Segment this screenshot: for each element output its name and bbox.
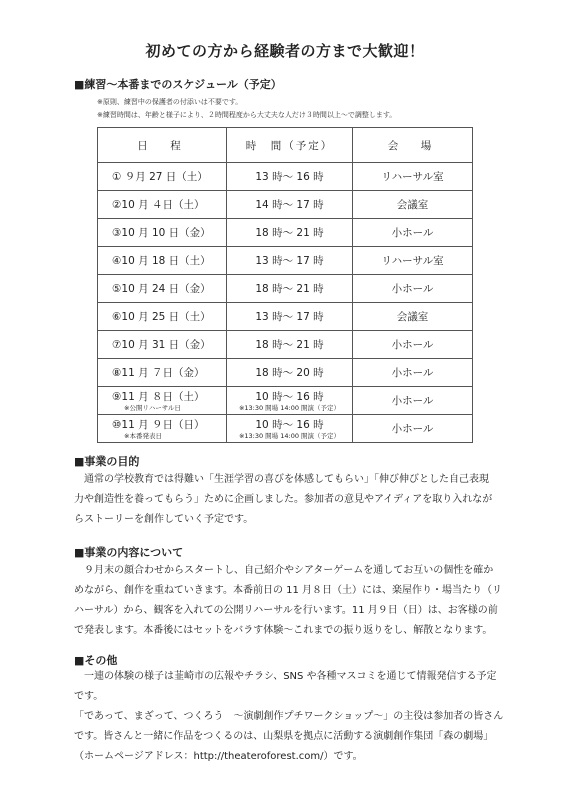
row-date-note: ※本番発表日 — [124, 432, 162, 440]
table-row — [98, 247, 473, 275]
row-venue: 小ホール — [353, 359, 473, 387]
row-date: ① ９月 27 日（土） — [98, 163, 227, 191]
row-date: ⑦10 月 31 日（金） — [98, 331, 227, 359]
row-time-note: ※13:30 開場 14:00 開演（予定） — [238, 432, 341, 440]
table-row — [98, 359, 473, 387]
table-row — [98, 219, 473, 247]
table-row — [98, 415, 473, 443]
table-row — [98, 387, 473, 415]
other-line: です。皆さんと一緒に作品をつくるのは、山梨県を拠点に活動する演劇創作集団「森の劇場」 — [74, 731, 494, 742]
row-date: ②10 月 ４日（土） — [98, 191, 227, 219]
row-time: 13 時〜 16 時 — [227, 163, 353, 191]
row-time: 13 時〜 17 時 — [227, 247, 353, 275]
row-time: 10 時〜 16 時 — [255, 391, 324, 403]
other-body — [74, 667, 504, 767]
table-header-row — [98, 128, 473, 163]
row-date: ③10 月 10 日（金） — [98, 219, 227, 247]
table-row — [98, 331, 473, 359]
row-time-cell — [227, 387, 353, 415]
table-row — [98, 303, 473, 331]
row-date-cell — [98, 387, 227, 415]
row-time: 18 時〜 21 時 — [227, 219, 353, 247]
content-line: で発表します。本番後にはセットをバラす体験〜これまでの振り返りをし、解散となります。 — [74, 625, 493, 636]
other-line: （ホームページアドレス：http://theateroforest.com/）です。 — [74, 751, 363, 762]
table-row — [98, 163, 473, 191]
schedule-table — [97, 127, 473, 443]
row-venue: リハーサル室 — [353, 163, 473, 191]
other-line: です。 — [74, 691, 104, 702]
row-date: ⑤10 月 24 日（金） — [98, 275, 227, 303]
row-date: ⑩11 月 ９日（日） — [112, 419, 205, 431]
schedule-note-1: ※原則、練習中の保護者の付添いは不要です。 — [97, 98, 243, 106]
header-time: 時 間（予定） — [227, 128, 353, 163]
row-date: ⑥10 月 25 日（土） — [98, 303, 227, 331]
header-date: 日 程 — [98, 128, 227, 163]
content-heading: ■事業の内容について — [74, 546, 184, 559]
purpose-line: 通常の学校教育では得難い「生涯学習の喜びを体感してもらい」「伸び伸びとした自己表現 — [74, 474, 489, 485]
row-venue: 小ホール — [353, 387, 473, 415]
purpose-body — [74, 470, 504, 530]
content-line: めながら、創作を重ねていきます。本番前日の 11 月８日（土）には、楽屋作り・場当たり（リ — [74, 585, 503, 596]
row-date-cell — [98, 415, 227, 443]
content-body — [74, 561, 504, 641]
row-venue: 会議室 — [353, 303, 473, 331]
other-line: 「であって、まざって、つくろう 〜演劇創作プチワークショップ〜」の主役は参加者の皆さん — [74, 711, 504, 722]
row-time: 18 時〜 21 時 — [227, 331, 353, 359]
row-time: 18 時〜 21 時 — [227, 275, 353, 303]
table-row — [98, 275, 473, 303]
row-venue: 小ホール — [353, 275, 473, 303]
row-time: 13 時〜 17 時 — [227, 303, 353, 331]
header-venue: 会 場 — [353, 128, 473, 163]
other-line: 一連の体験の様子は韮崎市の広報やチラシ、SNS や各種マスコミを通じて情報発信する予定 — [74, 671, 497, 682]
row-date-note: ※公開リハーサル日 — [124, 404, 181, 412]
row-venue: 小ホール — [353, 415, 473, 443]
row-venue: 小ホール — [353, 331, 473, 359]
purpose-heading: ■事業の目的 — [74, 455, 140, 468]
row-date: ⑧11 月 ７日（金） — [98, 359, 227, 387]
purpose-line: らストーリーを創作していく予定です。 — [74, 514, 254, 525]
row-date: ⑨11 月 ８日（土） — [112, 391, 205, 403]
purpose-line: 力や創造性を養ってもらう」ために企画しました。参加者の意見やアイディアを取り入れなが — [74, 494, 493, 505]
row-venue: リハーサル室 — [353, 247, 473, 275]
table-row — [98, 191, 473, 219]
other-heading: ■その他 — [74, 654, 118, 667]
schedule-heading: ■練習〜本番までのスケジュール（予定） — [74, 78, 282, 91]
row-time-note: ※13:30 開場 14:00 開演（予定） — [238, 404, 341, 412]
schedule-note-2: ※練習時間は、年齢と様子により、２時間程度から大丈夫な人だけ３時間以上〜で調整します。 — [97, 111, 397, 119]
row-time: 14 時〜 17 時 — [227, 191, 353, 219]
row-time-cell — [227, 415, 353, 443]
row-venue: 小ホール — [353, 219, 473, 247]
row-time: 18 時〜 20 時 — [227, 359, 353, 387]
page-title: 初めての方から経験者の方まで大歓迎！ — [145, 42, 425, 60]
row-time: 10 時〜 16 時 — [255, 419, 324, 431]
content-line: ９月末の顔合わせからスタートし、自己紹介やシアターゲームを通してお互いの個性を確か — [74, 565, 494, 576]
content-line: ハーサル）から、観客を入れての公開リハーサルを行います。11 月９日（日）は、お客様の前 — [74, 605, 498, 616]
row-date: ④10 月 18 日（土） — [98, 247, 227, 275]
row-venue: 会議室 — [353, 191, 473, 219]
